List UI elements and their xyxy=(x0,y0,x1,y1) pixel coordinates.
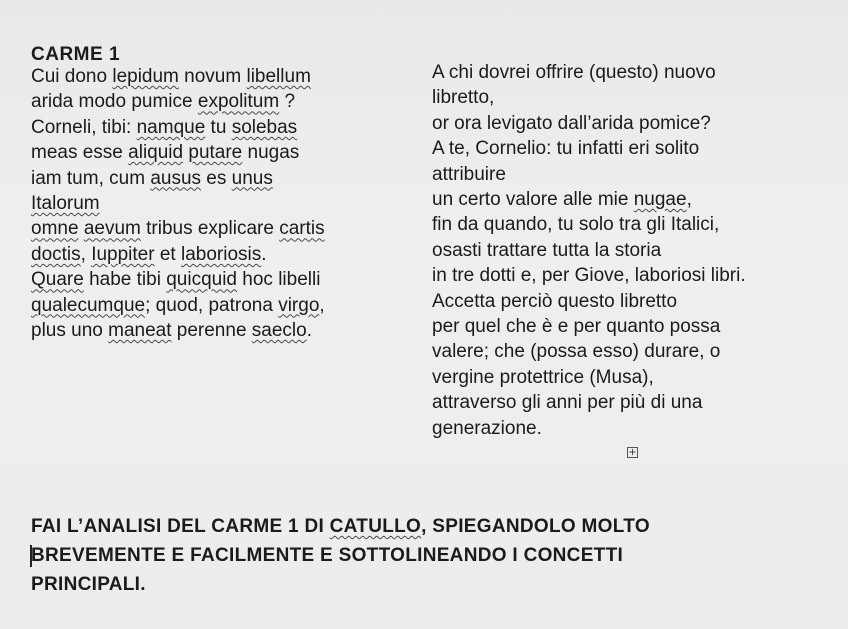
latin-text-segment: . xyxy=(306,320,312,342)
italian-translation xyxy=(432,60,842,441)
italian-line xyxy=(432,111,842,136)
instruction-text-segment: BREVEMENTE E FACILMENTE E SOTTOLINEANDO I CONCETTI xyxy=(31,545,624,566)
italian-line: un certo valore alle mie nugae, xyxy=(432,189,692,211)
latin-line xyxy=(31,166,421,191)
latin-text-segment: ? xyxy=(279,91,296,113)
italian-text-segment: A te, Cornelio: tu infatti eri solito xyxy=(432,138,700,160)
latin-text-segment: . xyxy=(261,243,267,265)
italian-line xyxy=(432,263,842,288)
italian-line xyxy=(432,136,842,161)
underlined-word: omne xyxy=(31,218,79,240)
latin-line xyxy=(31,293,421,318)
italian-line xyxy=(432,390,842,415)
latin-text-segment: nugas xyxy=(242,142,300,164)
underlined-word: Iuppiter xyxy=(91,243,155,265)
latin-text-segment: es xyxy=(201,167,232,189)
italian-text-segment: generazione. xyxy=(432,417,542,439)
italian-line xyxy=(432,60,842,85)
italian-line xyxy=(432,314,842,339)
italian-line xyxy=(432,85,842,110)
latin-text-segment: Cui dono xyxy=(31,66,113,87)
latin-line xyxy=(31,216,421,241)
instruction-line xyxy=(31,541,831,570)
italian-text-segment: attribuire xyxy=(432,163,506,185)
underlined-word: libellum xyxy=(246,66,311,87)
latin-line xyxy=(31,267,421,292)
italian-line xyxy=(432,365,842,390)
latin-line xyxy=(31,140,421,165)
latin-text-segment: , xyxy=(319,294,325,316)
italian-text-segment: attraverso gli anni per più di una xyxy=(432,392,703,414)
italian-line xyxy=(432,212,842,237)
latin-text-segment: perenne xyxy=(171,320,252,342)
italian-text-segment: in tre dotti e, per Giove, laboriosi libri. xyxy=(432,265,746,287)
underlined-word: nugae xyxy=(633,189,687,211)
underlined-word: Italorum xyxy=(31,193,100,215)
underlined-word: lepidum xyxy=(112,66,179,87)
underlined-word: qualecumque xyxy=(31,294,146,316)
underlined-word: putare xyxy=(188,142,243,164)
italian-text-segment: Accetta perciò questo libretto xyxy=(432,290,678,312)
instruction-line xyxy=(31,570,831,599)
latin-text-segment: tu xyxy=(205,116,232,138)
latin-text xyxy=(31,64,421,343)
latin-text-segment: meas esse xyxy=(31,142,129,164)
underlined-word: ausus xyxy=(150,167,202,189)
latin-line xyxy=(31,64,421,89)
italian-text-segment: or ora levigato dall’arida pomice? xyxy=(432,112,711,134)
italian-line xyxy=(432,162,842,187)
italian-text-segment: vergine protettrice (Musa), xyxy=(432,366,654,388)
italian-line xyxy=(432,416,842,441)
underlined-word: aevum xyxy=(83,218,141,240)
italian-text-segment: osasti trattare tutta la storia xyxy=(432,239,662,261)
italian-line xyxy=(432,339,842,364)
latin-line xyxy=(31,242,421,267)
underlined-word: expolitum xyxy=(197,91,280,113)
latin-text-segment: et xyxy=(154,243,181,265)
underlined-word: saeclo xyxy=(251,320,307,342)
latin-text-segment: novum xyxy=(178,66,247,87)
italian-text-segment: per quel che è e per quanto possa xyxy=(432,316,721,338)
italian-line xyxy=(432,289,842,314)
underlined-word: aliquid xyxy=(128,142,184,164)
latin-text-segment: ; quod, patrona xyxy=(145,294,279,316)
latin-text-segment: Corneli, tibi: xyxy=(31,116,137,138)
underlined-word: namque xyxy=(136,116,206,138)
latin-text-segment: tribus explicare xyxy=(140,218,280,240)
latin-text-segment: hoc libelli xyxy=(237,269,321,291)
underlined-word: solebas xyxy=(231,116,298,138)
latin-text-segment: habe tibi xyxy=(83,269,167,291)
italian-text-segment: libretto, xyxy=(432,87,495,109)
latin-line xyxy=(31,115,421,140)
underlined-word: CATULLO xyxy=(329,516,422,537)
italian-text-segment: valere; che (possa esso) durare, o xyxy=(432,341,721,363)
latin-text-segment: , xyxy=(80,243,92,265)
underlined-word: maneat xyxy=(108,320,172,342)
underlined-word: unus xyxy=(231,167,273,189)
latin-text-segment: arida modo pumice xyxy=(31,91,198,113)
latin-line xyxy=(31,318,421,343)
italian-text-segment: fin da quando, tu solo tra gli Italici, xyxy=(432,214,720,236)
instruction-line: FAI L’ANALISI DEL CARME 1 DI CATULLO, SPIEGANDOLO MOLTO xyxy=(31,516,650,537)
underlined-word: doctis xyxy=(31,243,81,265)
underlined-word: cartis xyxy=(279,218,325,240)
poem-title: CARME 1 xyxy=(31,44,121,65)
latin-text-segment: iam tum, cum xyxy=(31,167,151,189)
instruction-text-segment: PRINCIPALI. xyxy=(31,574,146,595)
italian-text-segment: A chi dovrei offrire (questo) nuovo xyxy=(432,62,716,83)
underlined-word: quicquid xyxy=(166,269,237,291)
latin-line xyxy=(31,89,421,114)
italian-line xyxy=(432,238,842,263)
instruction-text xyxy=(31,512,831,599)
underlined-word: virgo xyxy=(278,294,320,316)
expand-icon[interactable]: + xyxy=(628,447,637,458)
underlined-word: Quare xyxy=(31,269,84,291)
underlined-word: laboriosis xyxy=(180,243,262,265)
latin-text-segment: plus uno xyxy=(31,320,109,342)
latin-line xyxy=(31,191,421,216)
